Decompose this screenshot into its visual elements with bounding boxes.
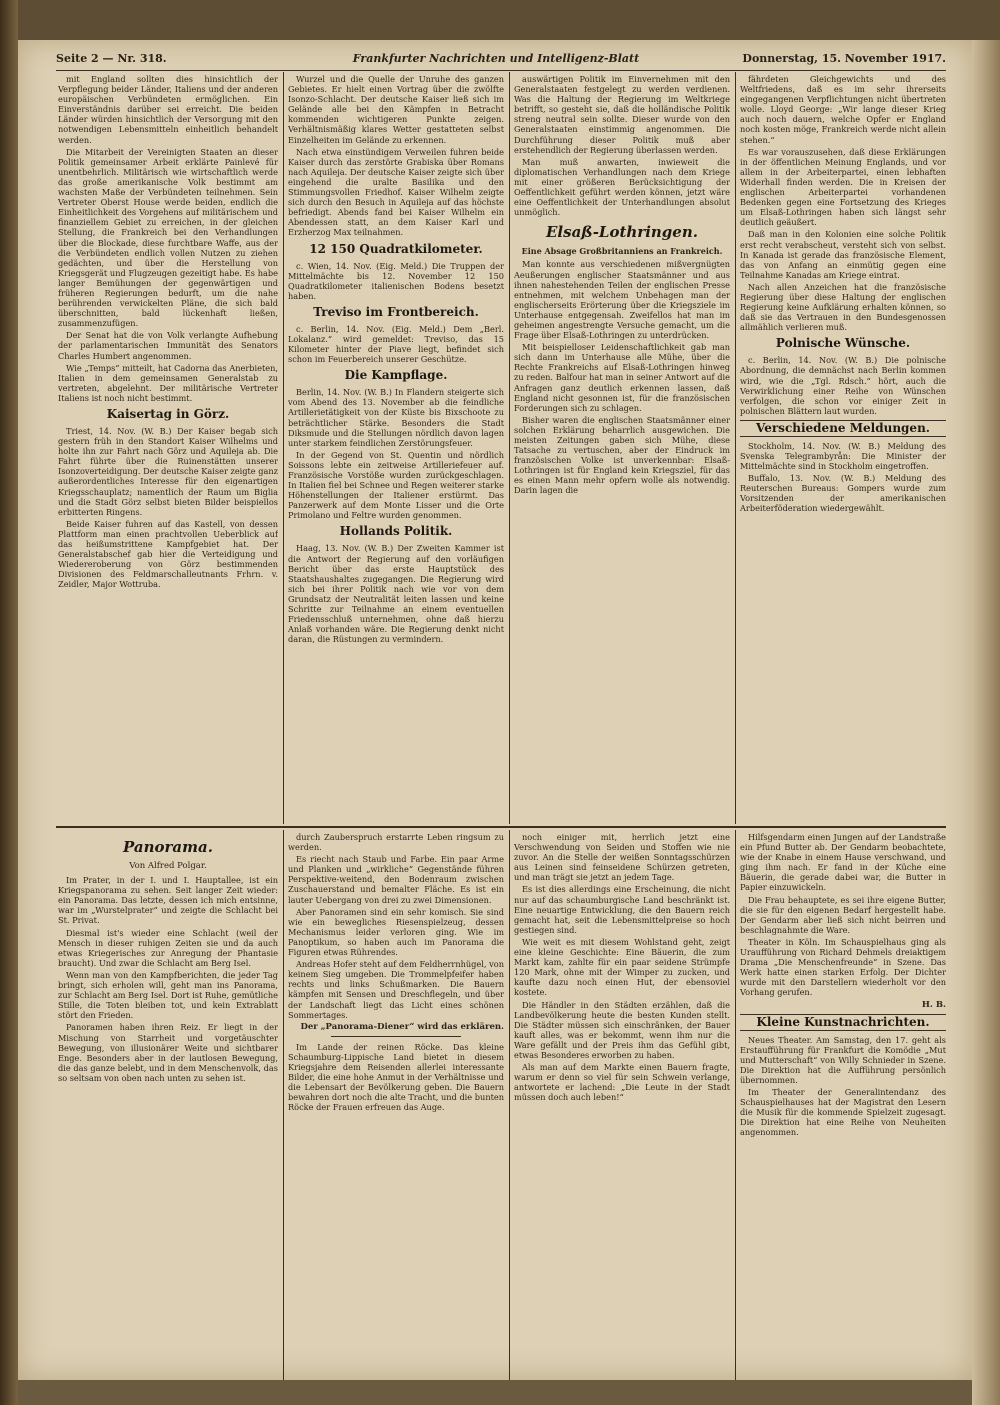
article-text: Wie weit es mit diesem Wohlstand geht, zeigt eine kleine Geschichte: Eine Bäuerin, die zum Markt kam, zahlte für ein paar seidene Strümpfe 120 Mark, ohne mit der Wimper zu zucken, und kaufte dazu noch einen Hut, der ebensoviel kostete.: [514, 936, 730, 998]
article-text: Im Lande der reinen Röcke. Das kleine Schaumburg-Lippische Land bietet in diesem Kriegsjahre dem Reisenden allerlei interessante Bilder, die eine hohe Anmut in der Verhältnisse und die Lebensart der Bevölkerung geben. Die Bauern bewahren dort noch die alte Tracht, und die bunten Röcke der Frauen erfreuen das Auge.: [288, 1041, 504, 1113]
article-text: Andreas Hofer steht auf dem Feldherrnhügel, von keinem Sieg umgeben. Die Trommelpfeifer haben rechts und links Schußmarken. Die Bauern kämpfen mit Sensen und Dreschflegeln, und über der Landschaft liegt das Licht eines schönen Sommertages.: [288, 959, 504, 1020]
article-text: Haag, 13. Nov. (W. B.) Der Zweiten Kammer ist die Antwort der Regierung auf den vorläufigen Bericht über das erste Hauptstück des Staatshaushaltes zugegangen. Die Regierung wird sich bei ihrer Politik nach wie vor von dem Grundsatz der Neutralität leiten lassen und keine Schritte zur Teilnahme an einem eventuellen Friedensschluß unternehmen, ohne daß hierzu Anlaß vorhanden wäre. Die Regierung denkt nicht daran, die Rüstungen zu vermindern.: [288, 543, 504, 645]
byline: Von Alfred Polgar.: [129, 861, 207, 871]
headline-verschiedene-meldungen: Verschiedene Meldungen.: [740, 420, 946, 437]
column-rule: [735, 830, 736, 1380]
article-text: Triest, 14. Nov. (W. B.) Der Kaiser begab sich gestern früh in den Standort Kaiser Wilhelms und holte ihn zur Fahrt nach Görz und Aquileja ab. Die Fahrt führte über die Ruinenstätten unserer Isonzoverteidigung. Der deutsche Kaiser zeigte ganz außerordentliches Interesse für den eigenartigen Kriegsschauplatz; namentlich der Raum um Biglia und die Stadt Görz selbst bieten Bilder beispiellos erbitterten Ringens.: [58, 426, 278, 517]
article-text: Wie „Temps“ mitteilt, hat Cadorna das Anerbieten, Italien in dem gemeinsamen Generalstab zu vertreten, abgelehnt. Der militärische Vertreter Italiens ist noch nicht bestimmt.: [58, 362, 278, 403]
article-text: Stockholm, 14. Nov. (W. B.) Meldung des Svenska Telegrambyrån: Die Minister der Mittelmächte sind in Stockholm eingetroffen.: [740, 440, 946, 472]
feuilleton-divider: [56, 826, 946, 828]
article-text: Hilfsgendarm einen Jungen auf der Landstraße ein Pfund Butter ab. Der Gendarm beobachtete, wie der Knabe in einem Hause verschwand, und ging ihm nach. Er fand in der Küche eine Bäuerin, die gerade dabei war, die Butter in Papier einzuwickeln.: [740, 832, 946, 893]
article-text: Panoramen haben ihren Reiz. Er liegt in der Mischung von Starrheit und vorgetäuschter Bewegung, von illusionärer Weite und sichtbarer Enge. Besonders aber in der lautlosen Bewegung, die das ganze belebt, und in dem Menschenvolk, das so seltsam von oben nach unten zu sehen ist.: [58, 1022, 278, 1083]
article-text: Man muß anwarten, inwieweit die diplomatischen Verhandlungen nach dem Kriege mit einer größeren Berücksichtigung der Oeffentlichkeit geführt werden können, jetzt wäre eine Oeffentlichkeit der Unterhandlungen absolut unmöglich.: [514, 156, 730, 218]
column-rule: [283, 830, 284, 1380]
column-2: [288, 74, 504, 824]
column-8: [740, 832, 946, 1378]
article-text: Im Theater der Generalintendanz des Schauspielhauses hat der Magistrat den Lesern die Musik für die kommende Spielzeit zugesagt. Die Direktion hat eine Reihe von Neuheiten angenommen.: [740, 1087, 946, 1138]
article-text: Im Prater, in der I. und I. Hauptallee, ist ein Kriegspanorama zu sehen. Seit langer Zeit wieder: ein Panorama. Das letzte, dessen ich mich entsinne, war im „Wurstelprater“ und zeigte die Schlacht bei St. Privat.: [58, 875, 278, 926]
page-header: [56, 52, 946, 70]
column-rule: [509, 72, 510, 824]
headline-treviso: Treviso im Frontbereich.: [313, 304, 479, 319]
article-text: mit England sollten dies hinsichtlich der Verpflegung beider Länder, Italiens und der anderen europäischen Verbündeten ermöglichen. Ein Einverständnis darüber sei erreicht. Die beiden Länder würden hinsichtlich der Versorgung mit den notwendigen Lebensmitteln einheitlich behandelt werden.: [58, 74, 278, 145]
column-4: [740, 74, 946, 824]
page-number: Seite 2 — Nr. 318.: [56, 52, 167, 65]
article-text: Diesmal ist's wieder eine Schlacht (weil der Mensch in dieser ruhigen Zeiten sie und da auch etwas Kriegerisches zur Anregung der Phantasie braucht). Und zwar die Schlacht am Berg Isel.: [58, 927, 278, 968]
article-text: durch Zauberspruch erstarrte Leben ringsum zu werden.: [288, 832, 504, 853]
article-text: Die Händler in den Städten erzählen, daß die Landbevölkerung heute die besten Kunden stellt. Die Städter müssen sich einschränken, der Bauer kauft alles, was er bekommt, wenn ihm nur die Ware gefällt und der Preis ihm das Gefühl gibt, etwas Besonderes erworben zu haben.: [514, 999, 730, 1060]
section-rule: [331, 1036, 461, 1037]
article-text: noch einiger mit, herrlich jetzt eine Verschwendung von Seiden und Stoffen wie nie zuvor. An die Stelle der weißen Sonntagsschürzen aus Leinen sind feinseidene Schürzen getreten, und man trägt sie jetzt an jedem Tage.: [514, 832, 730, 883]
article-text: Nach etwa einstündigem Verweilen fuhren beide Kaiser durch das zerstörte Grabiska über Romans nach Aquileja. Der deutsche Kaiser zeigte sich über eingehend die uralte Basilika und den Stimmungsvollen Friedhof. Kaiser Wilhelm zeigte sich durch den Besuch in Aquileja auf das höchste befriedigt. Abends fand bei Kaiser Wilhelm ein Abendessen statt, an dem Kaiser Karl und Erzherzog Max teilnahmen.: [288, 146, 504, 238]
book-binding: [0, 0, 18, 1405]
headline-quadratkilometer: 12 150 Quadratkilometer.: [309, 241, 483, 256]
article-text: Theater in Köln. Im Schauspielhaus ging als Uraufführung von Richard Dehmels dreiaktigem Drama „Die Menschenfreunde“ in Szene. Das Werk hatte einen starken Erfolg. Der Dichter wurde mit den Darstellern wiederholt vor den Vorhang gerufen.: [740, 936, 946, 998]
headline-kleine-kunstnachrichten: Kleine Kunstnachrichten.: [740, 1014, 946, 1031]
header-rule: [56, 70, 946, 71]
newspaper-title: Frankfurter Nachrichten und Intelligenz-Blatt: [352, 52, 640, 65]
column-6: [288, 832, 504, 1378]
article-text: c. Berlin, 14. Nov. (W. B.) Die polnische Abordnung, die demnächst nach Berlin kommen wird, wie die „Tgl. Rdsch.“ hört, auch die Verwirklichung einer Reihe von Wünschen verfolgen, die schon vor einiger Zeit in polnischen Blättern laut wurden.: [740, 355, 946, 416]
headline-hollands-politik: Hollands Politik.: [339, 524, 453, 539]
issue-date: Donnerstag, 15. November 1917.: [742, 52, 946, 65]
article-text: Nach allen Anzeichen hat die französische Regierung über diese Haltung der englischen Regierung keine Aufklärung erhalten können, so daß sie das Vertrauen in den Bundesgenossen allmählich verlieren muß.: [740, 281, 946, 333]
article-text: Aber Panoramen sind ein sehr komisch. Sie sind wie ein bewegliches Riesenspielzeug, dessen Mechanismus leider verloren ging. Wie im Panoptikum, so haben auch im Panorama die Figuren etwas Rührendes.: [288, 906, 504, 958]
article-text: Wurzel und die Quelle der Unruhe des ganzen Gebietes. Er hielt einen Vortrag über die zwölfte Isonzo-Schlacht. Der deutsche Kaiser ließ sich im Gelände alle bei den Kämpfen in Betracht kommenden wichtigeren Punkte zeigen. Verhältnismäßig klares Wetter gestatteten selbst Einzelheiten im Gelände zu erkennen.: [288, 74, 504, 145]
article-text: Als man auf dem Markte einen Bauern fragte, warum er denn so viel für sein Schwein verlange, antwortete er lachend: „Die Leute in der Stadt müssen doch auch leben!“: [514, 1062, 730, 1103]
column-7: [514, 832, 730, 1378]
headline-kaisertag: Kaisertag in Görz.: [106, 407, 230, 421]
article-text: Neues Theater. Am Samstag, den 17. geht als Erstaufführung für Frankfurt die Komödie „Mut und Mutterschaft“ von Willy Schnieder in Szene. Die Direktion hat die Aufführung persönlich übernommen.: [740, 1034, 946, 1085]
column-rule: [735, 72, 736, 824]
page-top-shadow: [18, 0, 1000, 40]
headline-polnische-wuensche: Polnische Wünsche.: [775, 336, 911, 351]
article-text: Wenn man von den Kampfberichten, die jeder Tag bringt, sich erholen will, geht man ins Panorama, zur Schlacht am Berg Isel. Dort ist Ruhe, gemütliche Stille, die Toten bleiben tot, und kein Extrablatt stört den Frieden.: [58, 969, 278, 1021]
column-3: [514, 74, 730, 824]
article-text: Berlin, 14. Nov. (W. B.) In Flandern steigerte sich vom Abend des 13. November ab die feindliche Artillerietätigkeit von der Küste bis Bixschoote zu beträchtlicher Stärke. Besonders die Stadt Diksmude und die Stellungen nördlich davon lagen unter starkem feindlichen Zerstörungsfeuer.: [288, 387, 504, 448]
article-text: auswärtigen Politik im Einvernehmen mit den Generalstaaten festgelegt zu werden verdienen. Was die Haltung der Regierung im Weltkriege betrifft, so gesteht sie, daß die holländische Politik streng neutral sein sollte. Dieser wurde von den Generalstaaten einstimmig angenommen. Die Durchführung dieser Politik muß aber erstehendlich der Regierung überlassen werden.: [514, 74, 730, 155]
article-closing: Der „Panorama-Diener“ wird das erklären.: [300, 1021, 504, 1032]
article-text: Buffalo, 13. Nov. (W. B.) Meldung des Reuterschen Bureaus: Gompers wurde zum Vorsitzenden der amerikanischen Arbeiterföderation wiedergewählt.: [740, 473, 946, 514]
article-text: c. Berlin, 14. Nov. (Eig. Meld.) Dem „Berl. Lokalanz.“ wird gemeldet: Treviso, das 15 Kilometer hinter der Piave liegt, befindet sich schon im Feuerbereich unserer Geschütze.: [288, 323, 504, 365]
article-text: Bisher waren die englischen Staatsmänner einer solchen Erklärung beharrlich ausgewichen. Die meisten Zeitungen gaben sich Mühe, diese Tatsache zu vertuschen, aber der Eindruck im französischen Volke ist unverkennbar: Elsaß-Lothringen ist für England kein Kriegsziel, für das es einen Mann mehr opfern wolle als notwendig. Darin lagen die: [514, 414, 730, 496]
page-edge: [972, 40, 1000, 1405]
headline-elsass-lothringen: Elsaß-Lothringen.: [546, 223, 698, 242]
article-text: Man konnte aus verschiedenen mißvergnügten Aeußerungen englischer Staatsmänner und aus ihnen nahestehenden Teilen der englischen Presse entnehmen, mit welchem Unbehagen man der englischerseits Erörterung über die Kriegsziele im Unterhause entgegensah. Zweifellos hat man im geheimen angestrengte Versuche gemacht, um die Frage über Elsaß-Lothringen zu unterdrücken.: [514, 259, 730, 341]
article-text: Beide Kaiser fuhren auf das Kastell, von dessen Plattform man einen prachtvollen Ueberblick auf das heißumstrittene Kampfgebiet hat. Der Generalstabschef gab hier die Verteidigung und Wiedereroberung von Görz bestimmenden Divisionen des Feldmarschalleutnants Frhrn. v. Zeidler, Major Wottruba.: [58, 518, 278, 590]
headline-kampflage: Die Kampflage.: [344, 368, 448, 383]
article-text: In der Gegend von St. Quentin und nördlich Soissons lebte ein zeitweise Artilleriefeuer auf. Französische Vorstöße wurden zurückgeschlagen. In Italien fiel bei Schnee und Regen weiterer starke Höhenstellungen der Italiener erstürmt. Das Panzerwerk auf dem Monte Lisser und die Orte Primolano und Feltre wurden genommen.: [288, 449, 504, 521]
column-rule: [283, 72, 284, 824]
headline-panorama: Panorama.: [123, 838, 213, 856]
article-text: fährdeten Gleichgewichts und des Weltfriedens, daß es im sehr ihrerseits eingegangenen Verpflichtungen nicht übertreten wolle. Lloyd George: „Wir lange dieser Krieg auch noch dauern, welche Opfer er England noch kosten möge, Frankreich werde nicht allein stehen.“: [740, 74, 946, 145]
article-text: Es riecht nach Staub und Farbe. Ein paar Arme und Planken und „wirkliche“ Gegenstände führen Perspektive-weitend, den Bodenraum zwischen Zuschauerstand und bemalter Fläche. Es ist ein lauter Uebergang von drei zu zwei Dimensionen.: [288, 854, 504, 905]
author-initials: H. B.: [921, 999, 946, 1010]
article-text: Der Senat hat die von Volk verlangte Aufhebung der parlamentarischen Immunität des Senators Charles Humbert angenommen.: [58, 330, 278, 361]
article-text: Daß man in den Kolonien eine solche Politik erst recht verabscheut, versteht sich von selbst. In Kanada ist gerade das französische Element, das von Anfang an einmütig gegen eine Teilnahme Kanadas am Kriege eintrat.: [740, 229, 946, 280]
column-5: [58, 832, 278, 1378]
article-text: Mit beispielloser Leidenschaftlichkeit gab man sich dann im Unterhause alle Mühe, über die Rechte Frankreichs auf Elsaß-Lothringen hinweg zu reden. Balfour hat man in seiner Antwort auf die Anfragen ganz deutlich erkennen lassen, daß England nicht gesonnen ist, für die französischen Forderungen sich zu schlagen.: [514, 342, 730, 413]
article-text: c. Wien, 14. Nov. (Eig. Meld.) Die Truppen der Mittelmächte bis 12. November 12 150 Quadratkilometer italienischen Bodens besetzt haben.: [288, 260, 504, 301]
column-1: [58, 74, 278, 824]
article-text: Es war vorauszusehen, daß diese Erklärungen in der öffentlichen Meinung Englands, und vor allem in der Arbeiterpartei, einen lebhaften Widerhall finden werden. Die in Kreisen der englischen Arbeiterpartei vorhandenen Bedenken gegen eine Fortsetzung des Krieges um Elsaß-Lothringen haben sich längst sehr deutlich geäußert.: [740, 146, 946, 228]
article-text: Die Mitarbeit der Vereinigten Staaten an dieser Politik gemeinsamer Arbeit erklärte Painlevé für unentbehrlich. Militärisch wie wirtschaftlich werde das große amerikanische Volk bestimmt am wachsten Maße der Verbündeten teilnehmen. Sein Vertreter Oberst House werde beiden, endlich die Einheitlichkeit des Vorgehens auf militärischem und finanziellem Gebiet zu erreichen, in der gleichen Stellung, die Frankreich bei den Verhandlungen über die Blockade, diese furchtbare Waffe, aus der die Verbündeten endlich vollen Nutzen zu ziehen gedächten, und über die Herstellung von Kriegsgerät und Flugzeugen gezeitigt habe. Es habe langer Bemühungen der gegenwärtigen und früheren Regierungen bedurft, um die nahe berührenden verwickelten Pläne, die sich bald überschnitten, bald lückenhaft ließen, zusammenzufügen.: [58, 146, 278, 329]
article-text: Die Frau behauptete, es sei ihre eigene Butter, die sie für den eigenen Bedarf hergestellt habe. Der Gendarm aber ließ sich nicht beirren und beschlagnahmte die Ware.: [740, 894, 946, 935]
subheadline: Eine Absage Großbritanniens an Frankreich.: [521, 246, 723, 257]
column-rule: [509, 830, 510, 1380]
article-text: Es ist dies allerdings eine Erscheinung, die nicht nur auf das schaumburgische Land beschränkt ist. Eine neuartige Entwicklung, die den Bauern reich gemacht hat, seit die Lebensmittelpreise so hoch gestiegen sind.: [514, 884, 730, 935]
